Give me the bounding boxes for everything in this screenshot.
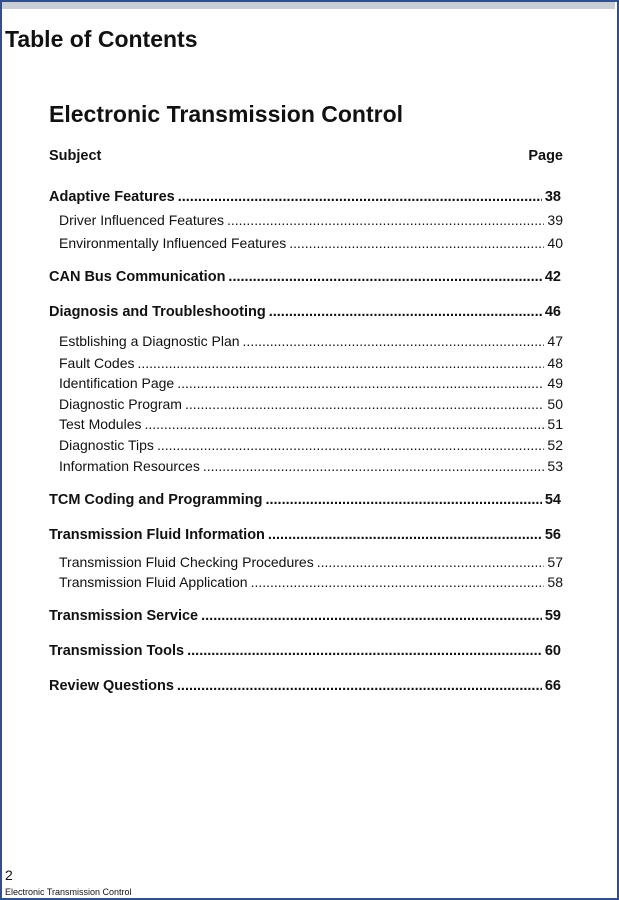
toc-section-entry <box>49 269 561 286</box>
toc-entry-label: Test Modules <box>59 416 142 432</box>
toc-entry-label: Driver Influenced Features <box>59 212 224 228</box>
toc-entry-page: 66 <box>544 678 561 694</box>
dot-leader <box>187 643 542 660</box>
toc-entry-label: Identification Page <box>59 375 175 391</box>
toc-entry-page: 49 <box>547 375 563 391</box>
toc-section-entry <box>49 189 561 206</box>
toc-entry-label: Transmission Fluid Checking Procedures <box>59 554 314 570</box>
dot-leader <box>251 574 545 591</box>
dot-leader <box>269 304 542 321</box>
dot-leader <box>178 189 542 206</box>
dot-leader <box>265 492 541 509</box>
toc-subsection-entry <box>59 355 563 372</box>
toc-entry-label: Diagnostic Program <box>59 396 182 412</box>
toc-entry-label: Diagnosis and Troubleshooting <box>49 304 266 320</box>
toc-entry-label: Diagnostic Tips <box>59 437 154 453</box>
dot-leader <box>185 396 544 413</box>
toc-entry-page: 54 <box>544 492 561 508</box>
toc-entry-page: 50 <box>547 396 563 412</box>
toc-entry-page: 38 <box>544 189 561 205</box>
top-band <box>2 2 615 9</box>
dot-leader <box>137 355 544 372</box>
document-title: Electronic Transmission Control <box>49 101 404 127</box>
dot-leader <box>177 678 542 695</box>
toc-entry-label: Adaptive Features <box>49 189 175 205</box>
toc-entry-page: 42 <box>544 269 561 285</box>
page-column-header: Page <box>528 148 563 164</box>
dot-leader <box>201 608 542 625</box>
dot-leader <box>289 235 544 252</box>
toc-entry-label: CAN Bus Communication <box>49 269 226 285</box>
toc-entry-page: 56 <box>544 527 561 543</box>
toc-subsection-entry <box>59 574 563 591</box>
toc-subsection-entry <box>59 458 563 475</box>
dot-leader <box>177 375 544 392</box>
toc-entry-page: 51 <box>547 416 563 432</box>
toc-section-entry <box>49 304 561 321</box>
toc-entry-page: 59 <box>544 608 561 624</box>
toc-subsection-entry <box>59 235 563 252</box>
dot-leader <box>243 333 545 350</box>
page-number: 2 <box>5 867 13 883</box>
dot-leader <box>227 212 544 229</box>
dot-leader <box>228 269 541 286</box>
toc-entry-page: 60 <box>544 643 561 659</box>
toc-subsection-entry <box>59 416 563 433</box>
toc-subsection-entry <box>59 437 563 454</box>
toc-section-entry <box>49 527 561 544</box>
toc-entry-page: 57 <box>547 554 563 570</box>
toc-entry-label: Review Questions <box>49 678 174 694</box>
toc-entry-label: Transmission Fluid Information <box>49 527 265 543</box>
toc-subsection-entry <box>59 554 563 571</box>
dot-leader <box>203 458 545 475</box>
footer-title: Electronic Transmission Control <box>5 887 132 897</box>
dot-leader <box>157 437 544 454</box>
toc-entry-label: Estblishing a Diagnostic Plan <box>59 333 240 349</box>
toc-section-entry <box>49 678 561 695</box>
toc-entry-page: 40 <box>547 235 563 251</box>
toc-subsection-entry <box>59 375 563 392</box>
toc-entry-label: Transmission Service <box>49 608 199 624</box>
toc-section-entry <box>49 492 561 509</box>
toc-entry-page: 48 <box>547 355 563 371</box>
toc-entry-label: Environmentally Influenced Features <box>59 235 287 251</box>
toc-entry-label: Fault Codes <box>59 355 135 371</box>
toc-entry-label: Transmission Tools <box>49 643 185 659</box>
toc-subsection-entry <box>59 212 563 229</box>
toc-entry-page: 47 <box>547 333 563 349</box>
dot-leader <box>268 527 542 544</box>
toc-entry-label: Information Resources <box>59 458 200 474</box>
toc-subsection-entry <box>59 396 563 413</box>
toc-entry-page: 39 <box>547 212 563 228</box>
dot-leader <box>144 416 544 433</box>
page-heading: Table of Contents <box>5 26 198 52</box>
toc-entry-label: Transmission Fluid Application <box>59 574 248 590</box>
toc-subsection-entry <box>59 333 563 350</box>
toc-section-entry <box>49 608 561 625</box>
toc-entry-page: 58 <box>547 574 563 590</box>
dot-leader <box>317 554 545 571</box>
toc-entry-page: 53 <box>547 458 563 474</box>
toc-section-entry <box>49 643 561 660</box>
toc-entry-page: 46 <box>544 304 561 320</box>
toc-entry-label: TCM Coding and Programming <box>49 492 263 508</box>
subject-column-header: Subject <box>49 148 102 164</box>
toc-entry-page: 52 <box>547 437 563 453</box>
